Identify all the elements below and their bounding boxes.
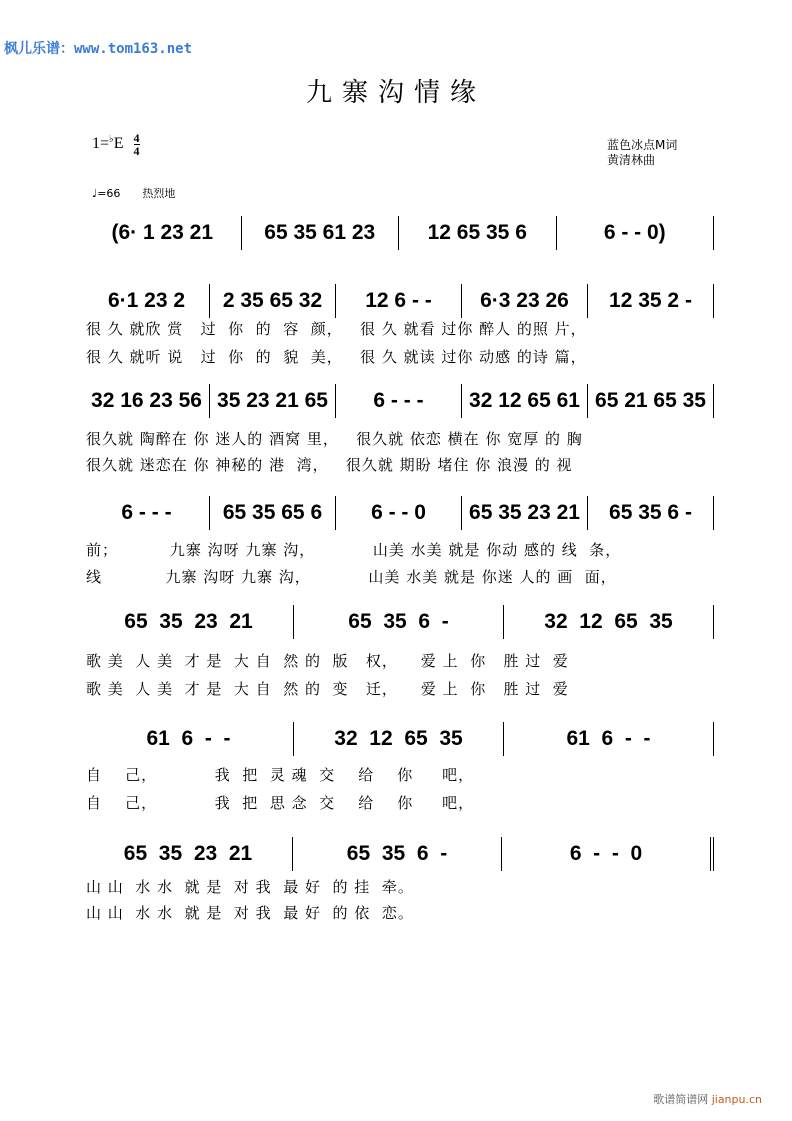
lyric-line: 歌 美 人 美 才 是 大 自 然 的 版 权， 爱 上 你 胜 过 爱 [86,652,569,670]
notation-line [84,284,714,318]
footer [653,1091,762,1107]
key-signature [92,132,140,157]
measure: 65 35 61 23 [242,216,400,250]
ts-top: 4 [133,131,140,145]
measure: 12 65 35 6 [399,216,557,250]
measure: (6· 1 23 21 [84,216,242,250]
measure: 32 16 23 56 [84,384,210,418]
measure: 32 12 65 35 [504,605,714,639]
lyricist: 蓝色冰点M词 [607,138,678,152]
lyric-line: 歌 美 人 美 才 是 大 自 然 的 变 迁， 爱 上 你 胜 过 爱 [86,680,569,698]
key-note: E [113,135,124,153]
lyric-line: 自 己， 我 把 灵 魂 交 给 你 吧， [86,766,475,784]
notation-line [84,837,714,871]
time-signature [134,132,140,157]
expression: 热烈地 [142,187,176,200]
measure: 65 35 23 21 [462,496,588,530]
measure: 6·1 23 2 [84,284,210,318]
measure: 61 6 - - [504,722,714,756]
credits [607,138,677,168]
measure: 65 35 6 - [293,837,502,871]
key-prefix: 1= [92,135,110,153]
notation-line [84,605,714,639]
measure: 6 - - 0) [557,216,715,250]
tempo-mark: ♩=66 [92,187,121,200]
measure: 32 12 65 61 [462,384,588,418]
measure: 65 21 65 35 [588,384,714,418]
notation-line [84,722,714,756]
footer-domain: jianpu.cn [711,1093,762,1106]
measure: 65 35 23 21 [84,605,294,639]
measure: 65 35 23 21 [84,837,293,871]
flat-icon: ♭ [109,133,114,145]
tempo [92,185,175,201]
footer-site: 歌谱简谱网 [653,1093,709,1106]
composer: 黄清林曲 [607,153,656,167]
measure: 32 12 65 35 [294,722,504,756]
measure: 12 35 2 - [588,284,714,318]
lyric-line: 很 久 就听 说 过 你 的 貌 美， 很 久 就读 过你 动感 的诗 篇， [86,348,587,366]
lyric-line: 线 九寨 沟呀 九寨 沟， 山美 水美 就是 你迷 人的 画 面， [86,568,617,586]
measure: 35 23 21 65 [210,384,336,418]
lyric-line: 山 山 水 水 就 是 对 我 最 好 的 挂 牵。 [86,878,414,896]
lyric-line: 前； 九寨 沟呀 九寨 沟， 山美 水美 就是 你动 感的 线 条， [86,541,622,559]
lyric-line: 山 山 水 水 就 是 对 我 最 好 的 依 恋。 [86,904,414,922]
measure: 2 35 65 32 [210,284,336,318]
song-title: 九寨沟情缘 [305,78,486,108]
measure: 6 - - - [84,496,210,530]
notation-line [84,216,714,250]
notation-line [84,496,714,530]
measure: 65 35 6 - [294,605,504,639]
lyric-line: 很久就 陶醉在 你 迷人的 酒窝 里， 很久就 依恋 横在 你 宽厚 的 胸 [86,430,583,448]
lyric-line: 很久就 迷恋在 你 神秘的 港 湾， 很久就 期盼 堵住 你 浪漫 的 视 [86,456,573,474]
notation-line [84,384,714,418]
measure: 12 6 - - [336,284,462,318]
ts-bottom: 4 [133,144,140,158]
measure: 61 6 - - [84,722,294,756]
measure: 6·3 23 26 [462,284,588,318]
lyric-line: 自 己， 我 把 思 念 交 给 你 吧， [86,794,475,812]
measure: 6 - - 0 [502,837,714,871]
measure: 6 - - 0 [336,496,462,530]
lyric-line: 很 久 就欣 赏 过 你 的 容 颜， 很 久 就看 过你 醉人 的照 片， [86,320,587,338]
measure: 6 - - - [336,384,462,418]
watermark: 枫儿乐谱：www.tom163.net [4,41,193,57]
measure: 65 35 6 - [588,496,714,530]
measure: 65 35 65 6 [210,496,336,530]
